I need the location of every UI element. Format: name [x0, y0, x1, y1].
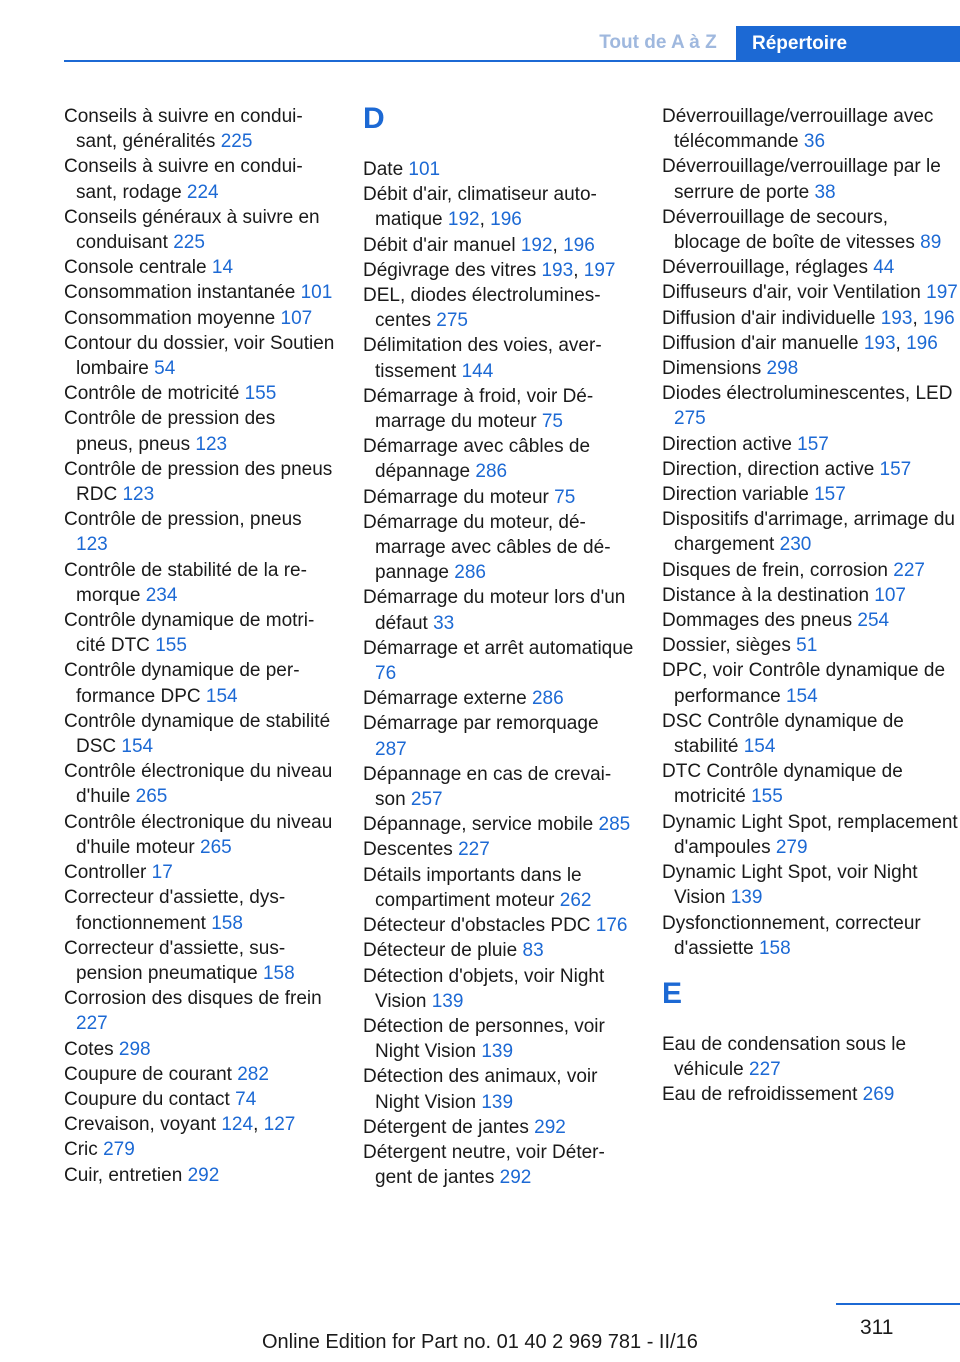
- entry-term: Débit d'air, climatiseur automatique: [363, 184, 597, 231]
- index-entry: [64, 1163, 336, 1188]
- entry-term: Contrôle de pression des pneus RDC: [64, 458, 333, 506]
- entry-term: Cotes: [64, 1038, 114, 1060]
- entry-term: Dynamic Light Spot, remplacement d'ampoules: [662, 811, 958, 858]
- index-entry: [662, 583, 958, 608]
- index-entry: [363, 434, 635, 484]
- entry-term: Contrôle électronique du niveau d'huile: [64, 761, 333, 808]
- entry-term: Diodes électroluminescentes, LED: [662, 383, 953, 405]
- page-link[interactable]: 158: [262, 962, 295, 984]
- page-link[interactable]: 157: [797, 433, 829, 455]
- entry-term: Démarrage par remorquage: [363, 713, 599, 735]
- page-link[interactable]: 230: [779, 534, 812, 556]
- entry-term: Dégivrage des vitres: [363, 259, 537, 281]
- index-entry: Dégivrage des vitres 193, 197: [363, 259, 616, 281]
- entry-term: Détection des animaux, voir Night Vision: [363, 1066, 598, 1113]
- index-entry: [662, 482, 958, 507]
- entry-term: Détecteur d'obstacles PDC: [363, 915, 591, 937]
- page-link[interactable]: 225: [173, 232, 205, 254]
- entry-term: Cuir, entretien: [64, 1164, 183, 1186]
- entry-term: Dimensions: [662, 358, 762, 380]
- page-link[interactable]: 101: [300, 282, 333, 304]
- index-entry: [363, 1115, 635, 1140]
- page-link[interactable]: 158: [211, 912, 243, 934]
- page-link[interactable]: 76: [375, 663, 397, 685]
- entry-term: Correcteur d'assiette, dysfonctionnement: [64, 887, 286, 934]
- page-link[interactable]: 139: [730, 887, 763, 909]
- entry-term: Détecteur de pluie: [363, 940, 518, 962]
- page-link[interactable]: 44: [873, 257, 895, 279]
- page-link[interactable]: 14: [211, 257, 234, 279]
- index-entry: [662, 205, 958, 255]
- page-link[interactable]: 265: [200, 836, 232, 858]
- index-entry: [662, 911, 958, 961]
- page-link[interactable]: 36: [803, 131, 826, 153]
- page-link[interactable]: 107: [874, 584, 906, 606]
- page-link[interactable]: 227: [458, 839, 490, 861]
- page-link[interactable]: 123: [195, 433, 228, 455]
- page-link[interactable]: 227: [749, 1059, 781, 1081]
- index-entry: [363, 812, 635, 837]
- entry-term: Contrôle de pression des pneus, pneus: [64, 408, 276, 455]
- entry-term: Descentes: [363, 839, 453, 861]
- index-entry: [662, 1032, 958, 1082]
- entry-term: Démarrage du moteur lors d'un défaut: [363, 587, 626, 634]
- entry-term: Démarrage et arrêt automatique: [363, 637, 634, 659]
- index-entry: [662, 255, 958, 280]
- entry-term: Controller: [64, 862, 147, 884]
- entry-term: DPC, voir Contrôle dynamique de performance: [662, 660, 946, 707]
- index-entry: [363, 686, 635, 711]
- page-link[interactable]: 75: [554, 486, 576, 508]
- index-entry: [363, 863, 635, 913]
- index-entry: [64, 986, 336, 1036]
- entry-term: Disques de frein, corrosion: [662, 559, 888, 581]
- index-entry: [64, 205, 336, 255]
- entry-term: Dossier, sièges: [662, 635, 791, 657]
- index-entry: Diffusion d'air manuelle 193, 196: [662, 332, 938, 354]
- entry-term: Débit d'air manuel: [363, 234, 516, 256]
- entry-term: Détergent neutre, voir Détergent de jantes: [363, 1141, 605, 1189]
- index-entry: [662, 810, 958, 860]
- page-link[interactable]: 157: [879, 458, 912, 480]
- entry-term: Contrôle de motricité: [64, 383, 240, 405]
- page-link[interactable]: 265: [135, 786, 168, 808]
- index-entry: [64, 280, 336, 305]
- page-link[interactable]: 262: [559, 889, 592, 911]
- page-link[interactable]: 257: [410, 789, 443, 811]
- index-entry: [363, 157, 635, 182]
- page-link[interactable]: 227: [893, 559, 925, 581]
- page-link[interactable]: 192: [520, 234, 553, 256]
- entry-term: Détection d'objets, voir Night Vision: [363, 965, 605, 1012]
- index-entry: [662, 558, 958, 583]
- entry-term: Dispositifs d'arrimage, arrimage du chargement: [662, 509, 955, 556]
- index-entry: [662, 104, 958, 154]
- index-entry: [64, 406, 336, 456]
- entry-term: Eau de refroidissement: [662, 1084, 858, 1106]
- entry-term: Contour du dossier, voir Soutien lombaire: [64, 332, 335, 380]
- entry-term: Démarrage du moteur, démarrage avec câbles de dépannage: [363, 511, 611, 584]
- index-entry: [662, 507, 958, 557]
- page-link[interactable]: 193: [880, 307, 913, 329]
- page-link[interactable]: 155: [244, 383, 277, 405]
- index-entry: [662, 154, 958, 204]
- entry-term: Dynamic Light Spot, voir Night Vision: [662, 862, 918, 909]
- page-link[interactable]: 292: [499, 1167, 532, 1189]
- entry-term: Contrôle dynamique de performance DPC: [64, 660, 300, 707]
- page-link[interactable]: 123: [122, 484, 155, 506]
- footer-rule: [836, 1303, 960, 1305]
- entry-term: Coupure de courant: [64, 1063, 232, 1085]
- page-link[interactable]: 298: [766, 358, 799, 380]
- page-link[interactable]: 89: [920, 232, 942, 254]
- index-entry: [363, 384, 635, 434]
- entry-term: Diffusion d'air manuelle: [662, 332, 859, 354]
- index-column-1: [64, 104, 336, 1188]
- entry-term: DEL, diodes électroluminescentes: [363, 285, 601, 332]
- index-entry: [64, 709, 336, 759]
- page-link[interactable]: 286: [475, 461, 508, 483]
- section-letter: D: [363, 102, 385, 135]
- entry-term: Démarrage à froid, voir Démarrage du moteur: [363, 385, 594, 433]
- page-link[interactable]: 269: [862, 1084, 895, 1106]
- entry-term: Distance à la destination: [662, 584, 870, 606]
- index-entry: [363, 636, 635, 686]
- header-rule: [64, 60, 960, 62]
- entry-term: Direction, direction active: [662, 458, 875, 480]
- page-link[interactable]: 197: [926, 282, 958, 304]
- entry-term: Déverrouillage, réglages: [662, 257, 868, 279]
- index-entry: [662, 633, 958, 658]
- entry-term: Détails importants dans le compartiment moteur: [363, 864, 582, 911]
- index-entry: [64, 457, 336, 507]
- index-entry: [64, 658, 336, 708]
- entry-term: Direction variable: [662, 484, 809, 506]
- page-link[interactable]: 234: [145, 584, 178, 606]
- index-entry: [363, 283, 635, 333]
- index-entry: [64, 1062, 336, 1087]
- index-entry: [363, 333, 635, 383]
- index-entry: [662, 457, 958, 482]
- page-link[interactable]: 154: [121, 736, 154, 758]
- entry-term: Coupure du contact: [64, 1088, 230, 1110]
- page-link[interactable]: 286: [531, 688, 564, 710]
- entry-term: Contrôle dynamique de motricité DTC: [64, 610, 315, 657]
- page-link[interactable]: 279: [103, 1139, 135, 1161]
- page-link[interactable]: 285: [598, 814, 631, 836]
- index-entry: [363, 1014, 635, 1064]
- page-link[interactable]: 176: [595, 915, 628, 937]
- index-entry: Diffusion d'air individuelle 193, 196: [662, 307, 955, 329]
- page-link[interactable]: 75: [541, 411, 563, 433]
- page-link[interactable]: 196: [490, 209, 522, 231]
- page-link[interactable]: 17: [151, 862, 173, 884]
- section-letter: E: [662, 976, 683, 1010]
- page-link[interactable]: 279: [775, 836, 808, 858]
- page-link[interactable]: 38: [814, 181, 836, 203]
- page-link[interactable]: 254: [857, 610, 890, 632]
- page-link[interactable]: 224: [186, 181, 219, 203]
- page-link[interactable]: 292: [534, 1116, 566, 1138]
- index-entry: [64, 558, 336, 608]
- index-entry: [363, 1064, 635, 1114]
- page-link[interactable]: 139: [481, 1041, 514, 1063]
- page-link[interactable]: 157: [814, 484, 846, 506]
- entry-term: Déverrouillage/verrouillage avec télécommande: [662, 106, 934, 153]
- entry-term: Contrôle de pression, pneus: [64, 509, 302, 531]
- entry-term: Diffusion d'air individuelle: [662, 307, 876, 329]
- index-entry: [662, 658, 958, 708]
- entry-term: Détection de personnes, voir Night Vision: [363, 1015, 605, 1063]
- page-link[interactable]: 83: [522, 940, 544, 962]
- index-entry: [64, 306, 336, 331]
- index-entry: [363, 485, 635, 510]
- page-link[interactable]: 197: [583, 259, 616, 281]
- page-link[interactable]: 123: [76, 534, 108, 556]
- page-link[interactable]: 282: [237, 1063, 269, 1085]
- entry-term: Contrôle dynamique de stabilité DSC: [64, 710, 331, 758]
- page-link[interactable]: 154: [205, 685, 238, 707]
- index-entry: Crevaison, voyant 124, 127: [64, 1114, 296, 1136]
- page-link[interactable]: 193: [541, 259, 574, 281]
- index-entry: [662, 709, 958, 759]
- page-link[interactable]: 51: [796, 635, 818, 657]
- page-link[interactable]: 292: [187, 1164, 220, 1186]
- index-entry: [64, 759, 336, 809]
- page-link[interactable]: 54: [154, 358, 176, 380]
- page-link[interactable]: 275: [674, 408, 706, 430]
- index-entry: [64, 885, 336, 935]
- index-entry: [363, 964, 635, 1014]
- page-link[interactable]: 155: [155, 635, 187, 657]
- page-link[interactable]: 275: [436, 310, 468, 332]
- entry-term: Consommation moyenne: [64, 307, 276, 329]
- index-entry: [64, 936, 336, 986]
- entry-term: Correcteur d'assiette, suspension pneumatique: [64, 937, 286, 984]
- entry-term: Conseils à suivre en conduisant, rodage: [64, 156, 303, 203]
- page-link[interactable]: 196: [923, 307, 955, 329]
- entry-term: Date: [363, 159, 404, 180]
- index-entry: [662, 1082, 958, 1107]
- page-link[interactable]: 144: [461, 360, 494, 382]
- page-link[interactable]: 139: [481, 1091, 514, 1113]
- index-entry: [662, 356, 958, 381]
- index-entry: [662, 381, 958, 431]
- index-entry: [64, 608, 336, 658]
- page-link[interactable]: 196: [906, 332, 938, 354]
- index-entry: [64, 507, 336, 557]
- entry-term: Démarrage externe: [363, 688, 527, 710]
- entry-term: Consommation instantanée: [64, 282, 296, 304]
- index-entry: [662, 432, 958, 457]
- index-entry: Débit d'air manuel 192, 196: [363, 234, 595, 256]
- entry-term: Dysfonctionnement, correcteur d'assiette: [662, 912, 921, 959]
- page-link[interactable]: 101: [408, 159, 441, 180]
- entry-term: Démarrage du moteur: [363, 486, 549, 508]
- index-entry: [662, 280, 958, 305]
- entry-term: Dépannage, service mobile: [363, 814, 594, 836]
- tab-tout-de-a-a-z[interactable]: Tout de A à Z: [599, 32, 717, 53]
- page-link[interactable]: 298: [118, 1038, 151, 1060]
- section-spacer: [662, 961, 958, 979]
- index-entry: [363, 837, 635, 862]
- page-link[interactable]: 154: [743, 736, 776, 758]
- index-entry: [64, 381, 336, 406]
- entry-term: Conseils généraux à suivre en conduisant: [64, 206, 320, 254]
- page-link[interactable]: 287: [375, 738, 407, 760]
- index-entry: Débit d'air, climatiseur automatique 192, 196: [363, 184, 597, 231]
- page-number: 311: [860, 1316, 894, 1339]
- entry-term: DTC Contrôle dynamique de motricité: [662, 761, 903, 808]
- entry-term: Console centrale: [64, 257, 207, 279]
- index-entry: [363, 913, 635, 938]
- entry-term: Diffuseurs d'air, voir Ventilation: [662, 282, 921, 304]
- entry-term: Contrôle électronique du niveau d'huile moteur: [64, 811, 333, 858]
- page-link[interactable]: 124: [221, 1114, 254, 1136]
- index-entry: [64, 104, 336, 154]
- entry-term: Démarrage avec câbles de dépannage: [363, 436, 591, 483]
- page-link[interactable]: 158: [758, 937, 791, 959]
- page-link[interactable]: 74: [235, 1088, 257, 1110]
- entry-term: Délimitation des voies, avertissement: [363, 335, 602, 382]
- index-entry: [64, 1037, 336, 1062]
- index-entry: [64, 810, 336, 860]
- index-entry: [363, 1140, 635, 1190]
- index-column-2: [363, 104, 635, 1190]
- entry-term: Détergent de jantes: [363, 1116, 529, 1138]
- index-entry: [64, 331, 336, 381]
- index-entry: [662, 608, 958, 633]
- entry-term: Direction active: [662, 433, 792, 455]
- page-link[interactable]: 155: [751, 786, 783, 808]
- entry-term: Dépannage en cas de crevaison: [363, 763, 612, 811]
- entry-term: Crevaison, voyant: [64, 1114, 217, 1136]
- edition-notice: Online Edition for Part no. 01 40 2 969 781 - II/16: [262, 1331, 698, 1353]
- index-entry: [64, 154, 336, 204]
- page-link[interactable]: 139: [431, 990, 464, 1012]
- page-link[interactable]: 192: [447, 209, 480, 231]
- index-entry: [64, 1087, 336, 1112]
- page-link[interactable]: 193: [863, 332, 896, 354]
- index-entry: [363, 762, 635, 812]
- entry-term: Déverrouillage/verrouillage par le serrure de porte: [662, 156, 941, 203]
- page-link[interactable]: 33: [433, 612, 455, 634]
- entry-term: Contrôle de stabilité de la remorque: [64, 559, 307, 606]
- tab-repertoire[interactable]: Répertoire: [736, 26, 960, 62]
- entry-term: Conseils à suivre en conduisant, généralités: [64, 106, 303, 153]
- index-entry: [363, 510, 635, 586]
- index-entry: [363, 585, 635, 635]
- entry-term: Dommages des pneus: [662, 610, 853, 632]
- index-entry: [363, 938, 635, 963]
- index-entry: [64, 1137, 336, 1162]
- page-link[interactable]: 107: [280, 307, 313, 329]
- entry-term: Cric: [64, 1139, 98, 1161]
- index-entry: [64, 255, 336, 280]
- index-entry: [662, 860, 958, 910]
- index-entry: [662, 759, 958, 809]
- entry-term: Corrosion des disques de frein: [64, 988, 322, 1010]
- index-column-3: [662, 104, 958, 1108]
- page-link[interactable]: 227: [76, 1013, 108, 1035]
- index-entry: [64, 860, 336, 885]
- entry-term: DSC Contrôle dynamique de stabilité: [662, 710, 904, 758]
- page-link[interactable]: 286: [454, 562, 486, 584]
- page-link[interactable]: 225: [220, 131, 253, 153]
- page-link[interactable]: 127: [263, 1114, 296, 1136]
- index-entry: [363, 711, 635, 761]
- page-link[interactable]: 196: [563, 234, 595, 256]
- entry-term: Eau de condensation sous le véhicule: [662, 1033, 907, 1081]
- page-link[interactable]: 154: [785, 685, 818, 707]
- entry-term: Déverrouillage de secours, blocage de boîte de vitesses: [662, 206, 915, 254]
